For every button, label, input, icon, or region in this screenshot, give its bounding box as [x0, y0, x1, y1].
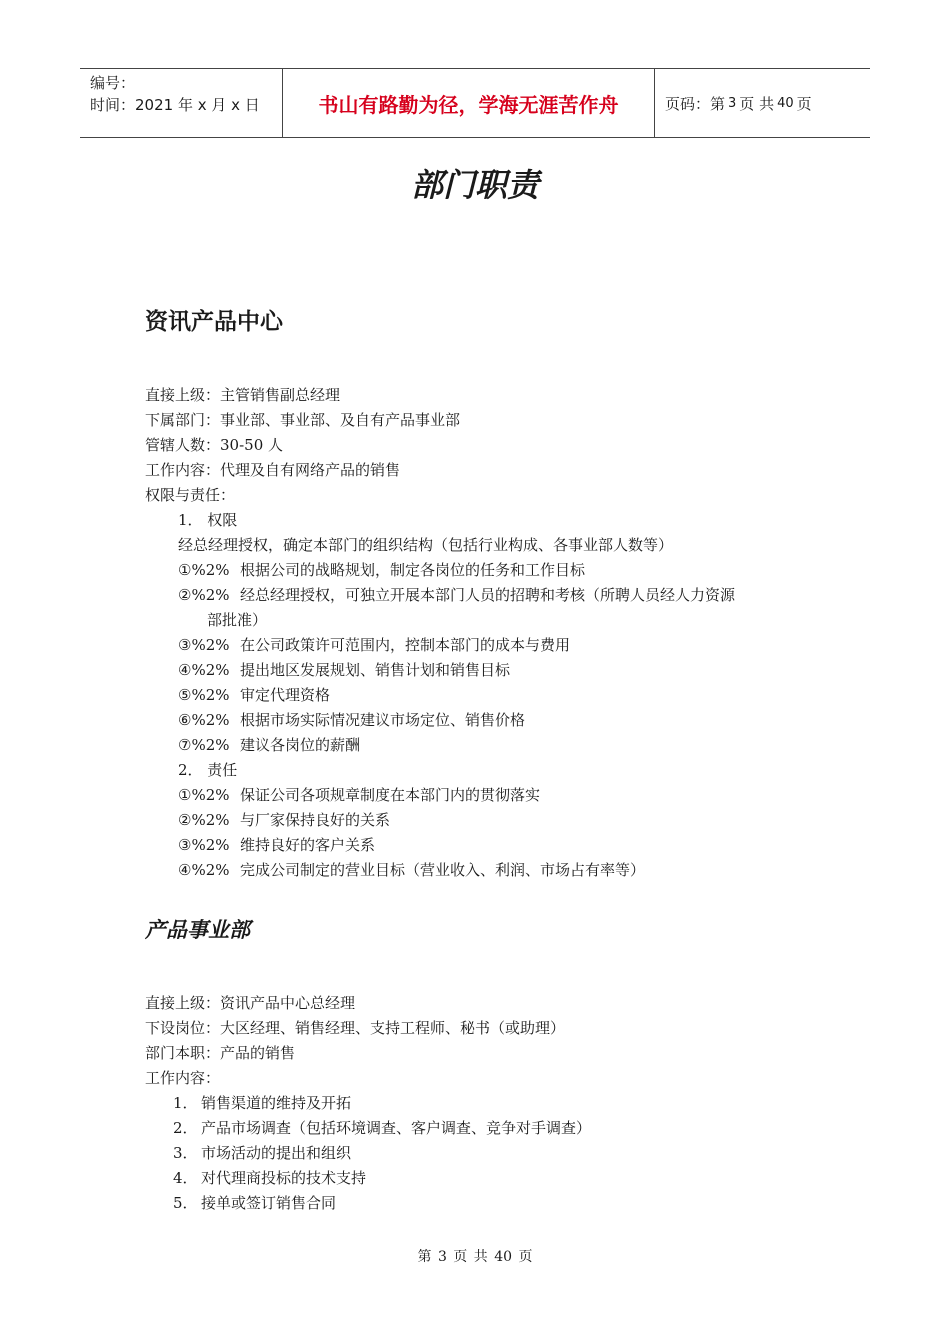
item-text: 维持良好的客户关系: [240, 836, 376, 854]
info-line: 权限与责任：: [145, 486, 236, 504]
list-item: [178, 860, 645, 880]
info-line: 管辖人数：30-50 人: [145, 436, 284, 454]
item-text: 根据公司的战略规划，制定各岗位的任务和工作目标: [240, 561, 586, 579]
task-item: [173, 1193, 336, 1213]
item-number: ⑤%2%: [178, 686, 230, 704]
item-text: 建议各岗位的薪酬: [240, 736, 361, 754]
item-text: 完成公司制定的营业目标（营业收入、利润、市场占有率等）: [240, 861, 646, 879]
list-item: [178, 785, 540, 805]
task-text: 销售渠道的维持及开拓: [201, 1094, 352, 1112]
item-number: ③%2%: [178, 636, 230, 654]
item-number: ②%2%: [178, 586, 230, 604]
header-page-info: [655, 69, 870, 137]
item-text: 保证公司各项规章制度在本部门内的贯彻落实: [240, 786, 541, 804]
section-title-info-center: 资讯产品中心: [145, 309, 283, 335]
list-item: [178, 660, 510, 680]
authority-heading: 1． 权限: [178, 511, 238, 529]
info-line: 直接上级：资讯产品中心总经理: [145, 994, 356, 1012]
info-line: 下设岗位：大区经理、销售经理、支持工程师、秘书（或助理）: [145, 1019, 566, 1037]
document-title: 部门职责: [410, 166, 539, 204]
item-number: ①%2%: [178, 786, 230, 804]
list-item: [178, 635, 570, 655]
list-item: [178, 560, 585, 580]
info-line: 部门本职：产品的销售: [145, 1044, 296, 1062]
info-line: 工作内容：: [145, 1069, 221, 1087]
page-total: 40: [777, 95, 794, 111]
item-number: ⑥%2%: [178, 711, 230, 729]
list-item: [178, 810, 390, 830]
list-item: [178, 585, 735, 605]
section-title-product-division: 产品事业部: [145, 918, 250, 942]
number-label: 编号：: [90, 74, 136, 92]
task-item: [173, 1093, 351, 1113]
page-current: 3: [728, 95, 737, 111]
header-motto: 书山有路勤为径，学海无涯苦作舟: [282, 69, 655, 137]
item-text: 提出地区发展规划、销售计划和销售目标: [240, 661, 511, 679]
list-item-continuation: 部批准）: [207, 611, 268, 629]
item-number: ⑦%2%: [178, 736, 230, 754]
info-line: 直接上级：主管销售副总经理: [145, 386, 341, 404]
item-text: 审定代理资格: [240, 686, 331, 704]
list-item: [178, 735, 360, 755]
task-item: [173, 1118, 591, 1138]
item-text: 经总经理授权，可独立开展本部门人员的招聘和考核（所聘人员经人力资源: [240, 586, 736, 604]
task-number: 4．: [173, 1169, 198, 1187]
page-header: [80, 68, 870, 138]
task-item: [173, 1143, 351, 1163]
authority-intro: 经总经理授权，确定本部门的组织结构（包括行业构成、各事业部人数等）: [178, 536, 674, 554]
time-label: 时间：2021 年 x 月 x 日: [90, 96, 260, 114]
task-number: 2．: [173, 1119, 198, 1137]
item-number: ④%2%: [178, 661, 230, 679]
info-line: 下属部门：事业部、事业部、及自有产品事业部: [145, 411, 461, 429]
task-number: 1．: [173, 1094, 198, 1112]
header-meta: [80, 69, 282, 137]
page-mid: 页 共: [739, 94, 775, 113]
task-text: 产品市场调查（包括环境调查、客户调查、竞争对手调查）: [201, 1119, 592, 1137]
task-item: [173, 1168, 366, 1188]
list-item: [178, 710, 525, 730]
task-number: 3．: [173, 1144, 198, 1162]
item-number: ①%2%: [178, 561, 230, 579]
item-text: 与厂家保持良好的关系: [240, 811, 391, 829]
task-number: 5．: [173, 1194, 198, 1212]
info-line: 工作内容：代理及自有网络产品的销售: [145, 461, 401, 479]
page-footer: 第 3 页 共 40 页: [417, 1249, 533, 1265]
list-item: [178, 685, 330, 705]
task-text: 对代理商投标的技术支持: [201, 1169, 367, 1187]
item-number: ③%2%: [178, 836, 230, 854]
task-text: 接单或签订销售合同: [201, 1194, 337, 1212]
item-text: 在公司政策许可范围内，控制本部门的成本与费用: [240, 636, 571, 654]
page-suffix: 页: [796, 94, 812, 113]
item-number: ②%2%: [178, 811, 230, 829]
responsibility-heading: 2． 责任: [178, 761, 238, 779]
item-number: ④%2%: [178, 861, 230, 879]
list-item: [178, 835, 375, 855]
page-prefix: 页码：第: [665, 94, 726, 113]
task-text: 市场活动的提出和组织: [201, 1144, 352, 1162]
item-text: 根据市场实际情况建议市场定位、销售价格: [240, 711, 526, 729]
